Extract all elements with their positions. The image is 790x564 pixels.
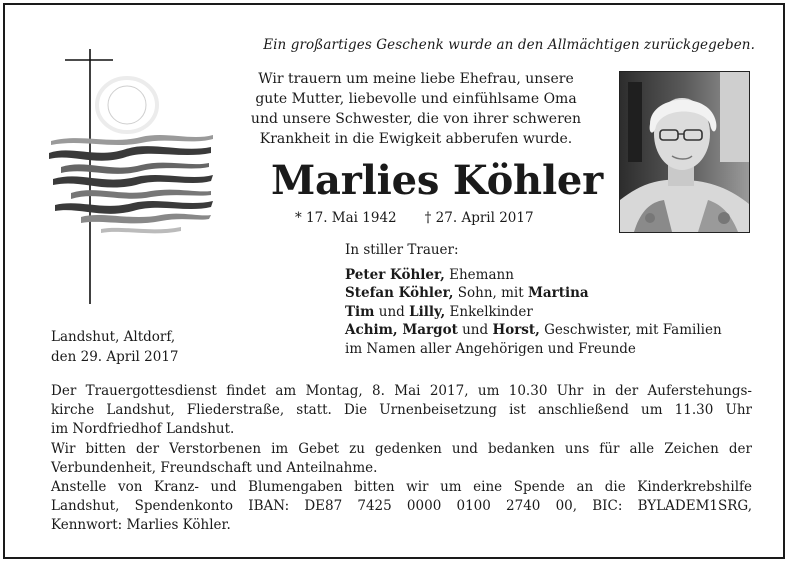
intro-line: und unsere Schwester, die von ihrer schweren <box>250 111 582 127</box>
mourners-list <box>345 241 765 359</box>
date: den 29. April 2017 <box>51 349 179 365</box>
memorial-quote: Ein großartiges Geschenk wurde an den Allmächtigen zurückgegeben. <box>263 37 755 53</box>
waves-icon <box>49 135 213 233</box>
mourner-line: Tim und Lilly, Enkelkinder <box>345 303 533 320</box>
mourner-line: im Namen aller Angehörigen und Freunde <box>345 340 636 357</box>
birth-date: * 17. Mai 1942 <box>295 210 397 226</box>
body-line: Kennwort: Marlies Köhler. <box>51 517 231 534</box>
portrait-photo <box>619 71 750 233</box>
deceased-name: Marlies Köhler <box>270 157 604 204</box>
mourner-line: Peter Köhler, Ehemann <box>345 266 514 283</box>
death-date: † 27. April 2017 <box>424 210 534 226</box>
moon-icon <box>97 78 157 132</box>
intro-line: Wir trauern um meine liebe Ehefrau, unsere <box>258 71 574 87</box>
intro-line: Krankheit in die Ewigkeit abberufen wurde. <box>259 131 573 147</box>
body-line: im Nordfriedhof Landshut. <box>51 421 235 438</box>
body-line: Landshut, Spendenkonto IBAN: DE87 7425 0000 0100 2740 00, BIC: BYLADEM1SRG, <box>51 498 752 515</box>
place: Landshut, Altdorf, <box>51 329 176 345</box>
cross-and-moon-illustration <box>41 49 221 309</box>
body-line: kirche Landshut, Fliederstraße, statt. Die Urnenbeisetzung ist anschließend um 11.30 Uhr <box>51 402 752 419</box>
mourner-line: Achim, Margot und Horst, Geschwister, mit Familien <box>345 322 722 339</box>
intro-line: gute Mutter, liebevolle und einfühlsame Oma <box>255 91 577 107</box>
mourner-line: Stefan Köhler, Sohn, mit Martina <box>345 285 589 302</box>
intro-text <box>241 69 591 149</box>
body-line: Anstelle von Kranz- und Blumengaben bitten wir um eine Spende an die Kinderkrebshilfe <box>51 479 752 496</box>
obituary-notice <box>3 3 785 559</box>
place-and-date <box>51 327 291 367</box>
life-dates <box>295 208 575 228</box>
body-line: Wir bitten der Verstorbenen im Gebet zu gedenken und bedanken uns für alle Zeichen der <box>51 440 752 457</box>
body-line: Verbundenheit, Freundschaft und Anteilnahme. <box>51 459 378 476</box>
body-line: Der Trauergottesdienst findet am Montag, 8. Mai 2017, um 10.30 Uhr in der Auferstehungs- <box>51 383 752 399</box>
service-information <box>51 382 752 536</box>
mourners-heading: In stiller Trauer: <box>345 242 459 258</box>
